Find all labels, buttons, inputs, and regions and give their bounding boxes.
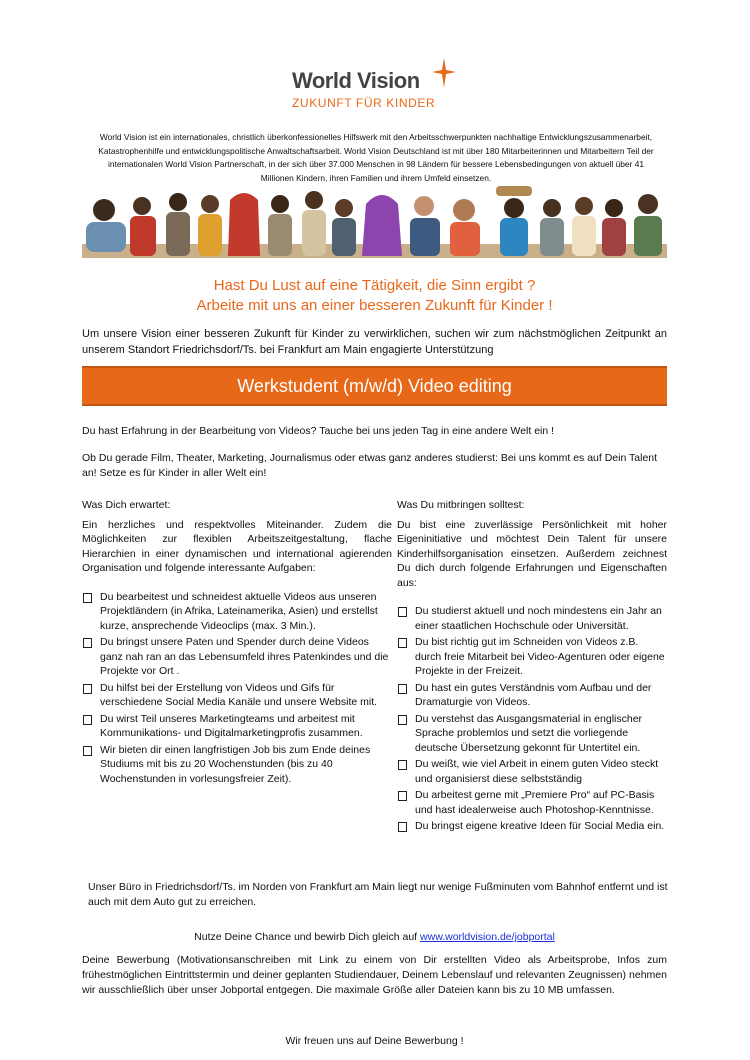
- application-instructions: Deine Bewerbung (Motivationsanschreiben mit Link zu einem von Dir erstellten Video als Arbeitsprobe, Infos zum frühestmöglichen Eintrittstermin und deiner geplanten Studiendauer, Deinem Lebenslauf und relevanten Zeugnissen) nehmen wir ausschließlich über unser Jobportal entgegen. Die maximale Größe aller Dateien kann bis zu 10 MB umfassen.: [82, 954, 667, 996]
- talent-paragraph: Ob Du gerade Film, Theater, Marketing, Journalismus oder etwas ganz anderes studierst: Bei uns kommt es auf Dein Talent an! Setze es für Kinder in aller Welt ein!: [82, 452, 658, 479]
- child-figure-8: [332, 199, 356, 256]
- jobportal-link[interactable]: www.worldvision.de/jobportal: [420, 931, 555, 943]
- list-item: Du bringst eigene kreative Ideen für Social Media ein.: [397, 819, 667, 834]
- list-item: Du hilfst bei der Erstellung von Videos und Gifs für verschiedene Social Media Kanäle und unsere Website mit.: [82, 681, 392, 710]
- lead-paragraph: Um unsere Vision einer besseren Zukunft für Kinder zu verwirklichen, suchen wir zum nächstmöglichen Zeitpunkt an unserem Standort Friedrichsdorf/Ts. bei Frankfurt am Main engagierte Unterstützung: [82, 328, 667, 356]
- what-to-expect-column: [82, 498, 392, 788]
- what-to-expect-description: Ein herzliches und respektvolles Miteinander. Zudem die Möglichkeiten zur flexiblen Arbeitszeitgestaltung, flache Hierarchien in einer dynamischen und international agierenden Organisation und folgende interessante Aufgaben:: [82, 518, 392, 574]
- requirements-column: [397, 498, 667, 836]
- closing-line: Wir freuen uns auf Deine Bewerbung !: [285, 1035, 464, 1047]
- list-item: Wir bieten dir einen langfristigen Job bis zum Ende deines Studiums mit bis zu 20 Wochenstunden (bis zu 40 Wochenstunden in vorlesungsfreier Zeit).: [82, 743, 392, 787]
- world-vision-logo: [292, 58, 462, 114]
- list-item: Du bist richtig gut im Schneiden von Videos z.B. durch freie Mitarbeit bei Video-Agenturen oder eigene Projekte in der Freizeit.: [397, 635, 667, 679]
- child-figure-6: [268, 195, 292, 256]
- child-figure-7: [302, 191, 326, 256]
- child-figure-4: [198, 195, 222, 256]
- child-figure-15: [602, 199, 626, 256]
- headline: [82, 276, 667, 316]
- children-photo-strip: [82, 186, 667, 258]
- child-figure-3: [166, 193, 190, 256]
- logo-title: World Vision: [292, 68, 420, 93]
- list-item: Du arbeitest gerne mit „Premiere Pro“ auf PC-Basis und hast idealerweise auch Photoshop-Kenntnisse.: [397, 788, 667, 817]
- child-figure-13: [540, 199, 564, 256]
- requirements-list: [397, 604, 667, 834]
- office-location: Unser Büro in Friedrichsdorf/Ts. im Norden von Frankfurt am Main liegt nur wenige Fußminuten vom Bahnhof entfernt und ist auch mit dem Auto gut zu erreichen.: [88, 881, 668, 908]
- list-item: Du verstehst das Ausgangsmaterial in englischer Sprache problemlos und setzt die vorliegende deutsche Übersetzung gekonnt für Untertitel ein.: [397, 712, 667, 756]
- headline-line-1: Hast Du Lust auf eine Tätigkeit, die Sinn ergibt ?: [213, 277, 536, 294]
- list-item: Du hast ein gutes Verständnis vom Aufbau und der Dramaturgie von Videos.: [397, 681, 667, 710]
- job-title-banner: [82, 366, 667, 406]
- list-item: Du weißt, wie viel Arbeit in einem guten Video steckt und organisierst diese selbstständig: [397, 757, 667, 786]
- child-figure-5: [228, 193, 260, 256]
- list-item: Du bringst unsere Paten und Spender durch deine Videos ganz nah ran an das Lebensumfeld ihres Patenkindes und die Projekte vor Ort .: [82, 635, 392, 679]
- cta-text: Nutze Deine Chance und bewirb Dich gleich auf: [194, 931, 421, 943]
- list-item: Du wirst Teil unseres Marketingteams und arbeitest mit Kommunikations- und Digitalmarketingprofis zusammen.: [82, 712, 392, 741]
- intro-question: Du hast Erfahrung in der Bearbeitung von Videos? Tauche bei uns jeden Tag in eine andere Welt ein !: [82, 425, 555, 437]
- requirements-heading: Was Du mitbringen solltest:: [397, 499, 525, 511]
- logo-star-icon: [432, 58, 456, 88]
- requirements-description: Du bist eine zuverlässige Persönlichkeit mit hoher Eigeninitiative und möchtest Dein Talent für unsere Kinderhilfsorganisation einsetzen. Außerdem zeichnest Du dich durch folgende Erfahrungen und Eigenschaften aus:: [397, 518, 667, 589]
- child-figure-9: [362, 195, 402, 256]
- logo-subtitle: ZUKUNFT FÜR KINDER: [292, 96, 436, 110]
- headline-line-2: Arbeite mit uns an einer besseren Zukunft für Kinder !: [196, 297, 553, 314]
- organization-intro: World Vision ist ein internationales, christlich überkonfessionelles Hilfswerk mit den Arbeitsschwerpunkten nachhaltige Entwicklungszusammenarbeit, Katastrophenhilfe und entwicklungspolitische Anwaltschaftsarbeit. World Vision Deutschland ist mit über 180 Mitarbeiterinnen und Mitarbeitern Teil der internationalen World Vision Partnerschaft, in der sich über 37.000 Menschen in 98 Ländern für bessere Lebensbedingungen von aktuell über 41 Millionen Kindern, ihren Familien und ihrem Umfeld einsetzen.: [98, 132, 654, 183]
- call-to-action: [82, 931, 667, 943]
- what-to-expect-heading: Was Dich erwartet:: [82, 499, 171, 511]
- task-list: [82, 590, 392, 787]
- job-title: Werkstudent (m/w/d) Video editing: [237, 376, 512, 396]
- child-figure-14: [572, 197, 596, 256]
- list-item: Du bearbeitest und schneidest aktuelle Videos aus unseren Projektländern (in Afrika, Lateinamerika, Asien) und erstellst kurze, ansprechende Videoclips (max. 3 Min.).: [82, 590, 392, 634]
- list-item: Du studierst aktuell und noch mindestens ein Jahr an einer staatlichen Hochschule oder Universität.: [397, 604, 667, 633]
- child-figure-16: [634, 194, 662, 256]
